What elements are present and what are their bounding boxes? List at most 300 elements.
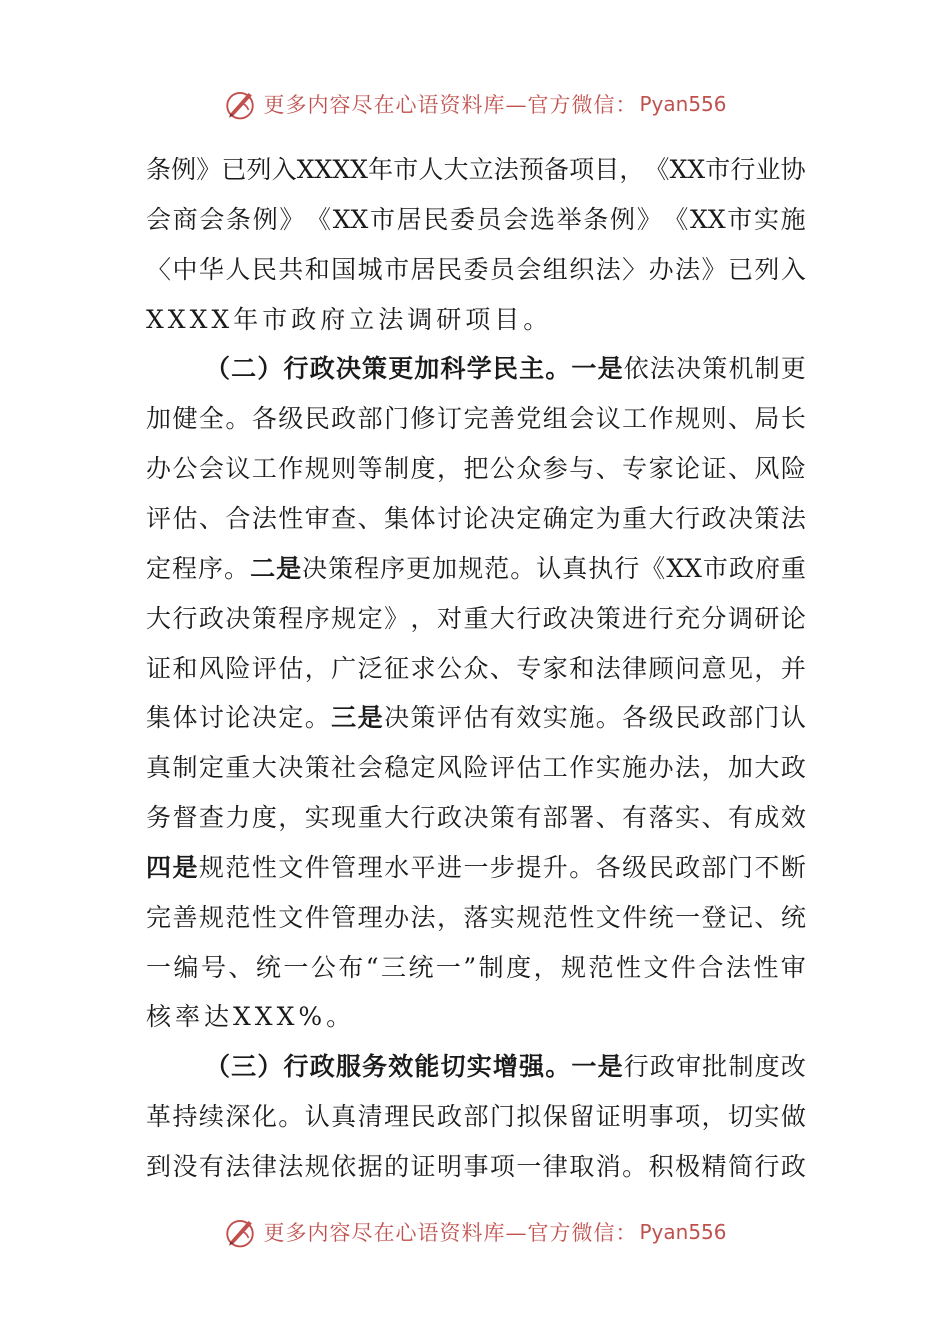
text-glyph: 决 [569, 604, 595, 633]
text-glyph: 商 [172, 205, 198, 234]
text-line [146, 252, 806, 288]
text-glyph: 会 [516, 255, 542, 284]
bold-lead-text: 是 [357, 703, 383, 732]
text-glyph: 重 [357, 803, 383, 832]
text-glyph: 定 [146, 554, 172, 583]
text-glyph: 则 [331, 454, 357, 483]
text-glyph: 效 [780, 803, 806, 832]
text-glyph: 。 [569, 853, 595, 882]
text-glyph: 为 [595, 504, 621, 533]
text-glyph: 实 [754, 1102, 780, 1131]
text-glyph: 政 [780, 753, 806, 782]
text-glyph: 民 [410, 1102, 436, 1131]
bold-lead-text: 加 [414, 354, 440, 383]
bold-lead-text: 强 [519, 1052, 545, 1081]
text-glyph: ” [463, 953, 477, 982]
text-glyph: 年 [368, 155, 394, 184]
text-glyph: 有 [198, 1152, 224, 1181]
text-glyph: 市 [702, 554, 728, 583]
bold-lead-text: 二 [231, 354, 257, 383]
text-glyph: 认 [536, 554, 562, 583]
text-glyph: 务 [146, 803, 172, 832]
text-glyph: 《 [663, 205, 689, 234]
text-run: 核率达XXX%。 [146, 1002, 356, 1031]
text-glyph: 举 [556, 205, 582, 234]
text-glyph: 健 [172, 404, 198, 433]
text-glyph: 评 [436, 703, 462, 732]
text-glyph: 合 [225, 504, 251, 533]
text-glyph: 度 [754, 1052, 780, 1081]
text-glyph: 求 [410, 654, 436, 683]
text-glyph: ， [754, 654, 780, 683]
text-glyph: 、 [701, 803, 727, 832]
bold-lead-text: 是 [597, 354, 623, 383]
text-glyph: 理 [357, 903, 383, 932]
text-glyph: ， [410, 604, 436, 633]
text-glyph: 认 [304, 1102, 330, 1131]
text-glyph: 事 [463, 1152, 489, 1181]
text-glyph: 业 [755, 155, 781, 184]
text-line [146, 401, 806, 437]
text-glyph: 级 [278, 404, 304, 433]
text-glyph: 》 [701, 255, 727, 284]
text-glyph: 规 [675, 404, 701, 433]
text-glyph: 社 [331, 753, 357, 782]
text-glyph: 成 [754, 803, 780, 832]
text-glyph: 〈 [146, 255, 172, 284]
bold-lead-text: 增 [492, 1052, 518, 1081]
text-glyph: 消 [595, 1152, 621, 1181]
text-glyph: 问 [675, 654, 701, 683]
text-glyph: 合 [698, 953, 724, 982]
text-glyph: 城 [357, 255, 383, 284]
text-glyph: 险 [225, 654, 251, 683]
text-line [146, 451, 806, 487]
text-glyph: 顾 [648, 654, 674, 683]
bold-lead-text: 二 [250, 554, 276, 583]
text-glyph: 参 [542, 454, 568, 483]
text-glyph: 范 [225, 903, 251, 932]
text-glyph: 、 [754, 903, 780, 932]
text-glyph: 和 [172, 654, 198, 683]
bold-lead-text: 行 [283, 1052, 309, 1081]
text-glyph: 定 [198, 753, 224, 782]
text-glyph: 加 [146, 404, 172, 433]
text-glyph: 有 [489, 703, 515, 732]
text-glyph: 会 [503, 205, 529, 234]
bold-lead-text: 学 [466, 354, 492, 383]
text-glyph: 大 [384, 803, 410, 832]
text-glyph: 统 [780, 903, 806, 932]
text-glyph: 门 [384, 404, 410, 433]
text-glyph: 、 [595, 803, 621, 832]
text-glyph: 没 [172, 1152, 198, 1181]
text-glyph: 规 [198, 853, 224, 882]
text-glyph: 证 [146, 654, 172, 683]
text-glyph: 、 [198, 504, 224, 533]
text-glyph: 政 [436, 803, 462, 832]
text-glyph: 列 [754, 255, 780, 284]
text-glyph: ， [701, 1102, 727, 1131]
text-glyph: 专 [622, 454, 648, 483]
text-glyph: 。 [278, 1102, 304, 1131]
watermark-text: 更多内容尽在心语资料库—官方微信： [263, 1221, 638, 1245]
text-glyph: 度 [506, 953, 532, 982]
text-glyph: 风 [198, 654, 224, 683]
text-glyph: 策 [328, 554, 354, 583]
text-glyph: 民 [648, 853, 674, 882]
text-glyph: 。 [224, 554, 250, 583]
text-glyph: 市 [384, 255, 410, 284]
text-glyph: 性 [615, 953, 641, 982]
text-glyph: 取 [569, 1152, 595, 1181]
text-glyph: 制 [384, 454, 410, 483]
text-glyph: 一 [435, 953, 461, 982]
text-glyph: 市 [705, 155, 731, 184]
text-glyph: 众 [516, 454, 542, 483]
text-glyph: 把 [463, 454, 489, 483]
text-glyph: 稳 [384, 753, 410, 782]
text-glyph: 作 [648, 404, 674, 433]
text-glyph: 项 [569, 155, 595, 184]
text-glyph: 制 [754, 354, 780, 383]
text-glyph: 范 [225, 853, 251, 882]
text-glyph: 府 [754, 554, 780, 583]
text-glyph: 全 [198, 404, 224, 433]
text-glyph: 拟 [516, 1102, 542, 1131]
text-glyph: 政 [701, 703, 727, 732]
text-glyph: 提 [516, 853, 542, 882]
text-glyph: 论 [463, 504, 489, 533]
text-glyph: 范 [588, 953, 614, 982]
text-glyph: 落 [648, 803, 674, 832]
text-glyph: 居 [410, 255, 436, 284]
text-glyph: 工 [251, 454, 277, 483]
text-glyph: ， [619, 155, 645, 184]
text-glyph: 市 [393, 155, 419, 184]
text-glyph: 众 [463, 654, 489, 683]
text-glyph: 员 [476, 205, 502, 234]
text-glyph: ， [278, 803, 304, 832]
text-glyph: 预 [518, 155, 544, 184]
text-glyph: 办 [384, 903, 410, 932]
text-glyph: 规 [304, 454, 330, 483]
text-glyph: 文 [595, 903, 621, 932]
text-glyph: 规 [458, 554, 484, 583]
text-glyph: 组 [542, 404, 568, 433]
text-glyph: 分 [701, 604, 727, 633]
text-line [146, 1099, 806, 1135]
text-glyph: 委 [463, 255, 489, 284]
text-glyph: 管 [331, 853, 357, 882]
text-glyph: 定 [516, 504, 542, 533]
text-glyph: 制 [478, 953, 504, 982]
text-glyph: 办 [648, 255, 674, 284]
text-glyph: 实 [675, 803, 701, 832]
bold-lead-text: 三 [231, 1052, 257, 1081]
text-glyph: 集 [384, 504, 410, 533]
text-glyph: 和 [569, 654, 595, 683]
text-glyph: 不 [754, 853, 780, 882]
bold-lead-text: 。 [545, 1052, 571, 1081]
text-glyph: 决 [463, 803, 489, 832]
text-glyph: 律 [622, 654, 648, 683]
text-glyph: 法 [595, 654, 621, 683]
text-glyph: 条 [146, 155, 172, 184]
text-glyph: 重 [225, 753, 251, 782]
text-glyph: 公 [489, 454, 515, 483]
text-glyph: 、 [357, 504, 383, 533]
text-glyph: 选 [530, 205, 556, 234]
text-glyph: 有 [727, 803, 753, 832]
text-glyph: 委 [449, 205, 475, 234]
text-glyph: 市 [369, 205, 395, 234]
text-glyph: 简 [727, 1152, 753, 1181]
text-glyph: 门 [727, 853, 753, 882]
text-glyph: 认 [780, 703, 806, 732]
text-glyph: 有 [516, 803, 542, 832]
text-glyph: 序 [304, 604, 330, 633]
text-glyph: 升 [542, 853, 568, 882]
text-run: XXXX年市政府立法调研项目。 [146, 305, 553, 334]
header-watermark [0, 84, 950, 124]
text-glyph: 决 [727, 504, 753, 533]
text-glyph: 共 [278, 255, 304, 284]
text-glyph: 到 [146, 1152, 172, 1181]
text-glyph: 广 [331, 654, 357, 683]
text-glyph: 文 [278, 903, 304, 932]
text-glyph: XX [669, 155, 706, 184]
text-glyph: 性 [251, 853, 277, 882]
text-glyph: 法 [493, 155, 519, 184]
text-glyph: 清 [357, 1102, 383, 1131]
text-glyph: 行 [675, 504, 701, 533]
text-glyph: XX [690, 205, 726, 234]
text-glyph: 会 [569, 404, 595, 433]
text-glyph: 部 [727, 703, 753, 732]
text-glyph: 决 [278, 753, 304, 782]
text-glyph: 目 [594, 155, 620, 184]
pen-circle-logo-icon [223, 87, 257, 121]
text-glyph: 大 [754, 753, 780, 782]
text-glyph: 实 [753, 205, 779, 234]
text-glyph: 性 [251, 903, 277, 932]
bold-lead-text: 政 [309, 354, 335, 383]
text-glyph: 程 [172, 554, 198, 583]
text-glyph: 持 [172, 1102, 198, 1131]
text-glyph: 。 [595, 703, 621, 732]
text-glyph: 策 [702, 354, 728, 383]
text-glyph: 入 [780, 255, 806, 284]
bold-lead-text: 。 [545, 354, 571, 383]
text-glyph: 效 [516, 703, 542, 732]
pen-circle-logo-icon [223, 1215, 257, 1249]
text-glyph: 体 [172, 703, 198, 732]
text-glyph: 对 [436, 604, 462, 633]
text-glyph: 级 [622, 853, 648, 882]
text-glyph: 完 [463, 404, 489, 433]
text-glyph: 政 [198, 604, 224, 633]
text-glyph: 件 [670, 953, 696, 982]
text-glyph: 评 [489, 753, 515, 782]
text-line [146, 999, 806, 1035]
text-glyph: 性 [278, 504, 304, 533]
text-glyph: 留 [569, 1102, 595, 1131]
text-glyph: 行 [648, 604, 674, 633]
text-glyph: 各 [251, 404, 277, 433]
footer-watermark [0, 1212, 950, 1252]
text-glyph: 查 [331, 504, 357, 533]
text-glyph: 民 [251, 255, 277, 284]
text-glyph: 决 [251, 703, 277, 732]
text-glyph: 审 [780, 953, 806, 982]
bold-lead-text: 一 [571, 1052, 597, 1081]
text-glyph: 序 [380, 554, 406, 583]
text-glyph: 政 [701, 504, 727, 533]
text-glyph: 做 [780, 1102, 806, 1131]
text-line [205, 1049, 806, 1085]
text-glyph: 国 [331, 255, 357, 284]
watermark-text: 更多内容尽在心语资料库—官方微信： [263, 93, 638, 117]
text-glyph: 登 [701, 903, 727, 932]
text-glyph: 行 [614, 554, 640, 583]
text-glyph: 理 [357, 853, 383, 882]
text-line [146, 202, 806, 238]
text-glyph: 查 [198, 803, 224, 832]
text-glyph: 水 [384, 853, 410, 882]
text-glyph: 〉 [622, 255, 648, 284]
text-glyph: 行 [172, 604, 198, 633]
text-glyph: 证 [701, 454, 727, 483]
text-glyph: 公 [172, 454, 198, 483]
text-glyph: 行 [516, 604, 542, 633]
bold-lead-text: 四 [146, 853, 172, 882]
text-glyph: 步 [489, 853, 515, 882]
text-glyph: 据 [357, 1152, 383, 1181]
text-glyph: 项 [675, 1102, 701, 1131]
text-glyph: 署 [569, 803, 595, 832]
text-glyph: 策 [489, 803, 515, 832]
text-glyph: 作 [569, 753, 595, 782]
text-line [205, 351, 806, 387]
text-glyph: 大 [648, 504, 674, 533]
text-glyph: 策 [251, 604, 277, 633]
text-glyph: 民 [304, 404, 330, 433]
text-glyph: 会 [357, 753, 383, 782]
text-glyph: 序 [198, 554, 224, 583]
text-glyph: 证 [410, 1152, 436, 1181]
text-glyph: 布 [338, 953, 364, 982]
text-glyph: 大 [443, 155, 469, 184]
text-glyph: 策 [595, 604, 621, 633]
bold-lead-text: 主 [519, 354, 545, 383]
text-line [146, 601, 806, 637]
bold-lead-text: 是 [276, 554, 302, 583]
text-glyph: 机 [728, 354, 754, 383]
text-glyph: 法 [675, 753, 701, 782]
text-glyph: 施 [622, 753, 648, 782]
text-glyph: 则 [701, 404, 727, 433]
text-glyph: 实 [595, 753, 621, 782]
bold-lead-text: 实 [466, 1052, 492, 1081]
text-glyph: 一 [675, 903, 701, 932]
text-glyph: 一 [283, 953, 309, 982]
text-glyph: “ [365, 953, 379, 982]
text-glyph: 会 [198, 454, 224, 483]
text-glyph: 程 [278, 604, 304, 633]
text-glyph: 善 [172, 903, 198, 932]
text-glyph: 行 [623, 1052, 649, 1081]
text-glyph: 决 [676, 354, 702, 383]
text-line [146, 700, 806, 736]
text-glyph: 民 [675, 703, 701, 732]
text-glyph: 行 [754, 1152, 780, 1181]
text-glyph: 。 [510, 554, 536, 583]
text-glyph: 项 [489, 1152, 515, 1181]
text-glyph: 实 [304, 803, 330, 832]
text-glyph: 议 [225, 454, 251, 483]
text-glyph: 定 [278, 703, 304, 732]
text-glyph: 险 [463, 753, 489, 782]
text-glyph: 力 [225, 803, 251, 832]
text-line [146, 551, 806, 587]
bold-lead-text: 科 [440, 354, 466, 383]
text-glyph: 行 [730, 155, 756, 184]
bold-lead-text: 能 [414, 1052, 440, 1081]
text-glyph: 规 [516, 903, 542, 932]
text-line [146, 302, 806, 338]
text-glyph: 法 [725, 953, 751, 982]
text-glyph: 各 [595, 853, 621, 882]
text-glyph: 理 [384, 1102, 410, 1131]
text-glyph: 策 [754, 504, 780, 533]
text-glyph: 》 [279, 205, 305, 234]
text-glyph: 三 [380, 953, 406, 982]
text-glyph: 评 [146, 504, 172, 533]
text-line [146, 651, 806, 687]
text-glyph: 办 [648, 753, 674, 782]
text-glyph: 化 [251, 1102, 277, 1131]
text-glyph: 》 [196, 155, 222, 184]
text-glyph: 编 [173, 953, 199, 982]
text-glyph: 制 [172, 753, 198, 782]
text-glyph: 重 [622, 504, 648, 533]
text-glyph: 审 [304, 504, 330, 533]
text-glyph: 充 [675, 604, 701, 633]
text-glyph: 确 [542, 504, 568, 533]
text-glyph: 估 [172, 504, 198, 533]
bold-lead-text: ） [257, 1052, 283, 1081]
text-glyph: 和 [304, 255, 330, 284]
text-glyph: 文 [643, 953, 669, 982]
bold-lead-text: 决 [335, 354, 361, 383]
text-glyph: 切 [727, 1102, 753, 1131]
text-glyph: 规 [561, 953, 587, 982]
bold-lead-text: 是 [172, 853, 198, 882]
text-glyph: 法 [278, 1152, 304, 1181]
text-glyph: 审 [676, 1052, 702, 1081]
text-glyph: 律 [542, 1152, 568, 1181]
text-glyph: 级 [648, 703, 674, 732]
text-glyph: 件 [622, 903, 648, 932]
text-glyph: 决 [225, 604, 251, 633]
text-glyph: 号 [200, 953, 226, 982]
text-glyph: 范 [484, 554, 510, 583]
text-glyph: 条 [583, 205, 609, 234]
text-glyph: 政 [331, 404, 357, 433]
text-glyph: 论 [780, 604, 806, 633]
text-glyph: 平 [410, 853, 436, 882]
